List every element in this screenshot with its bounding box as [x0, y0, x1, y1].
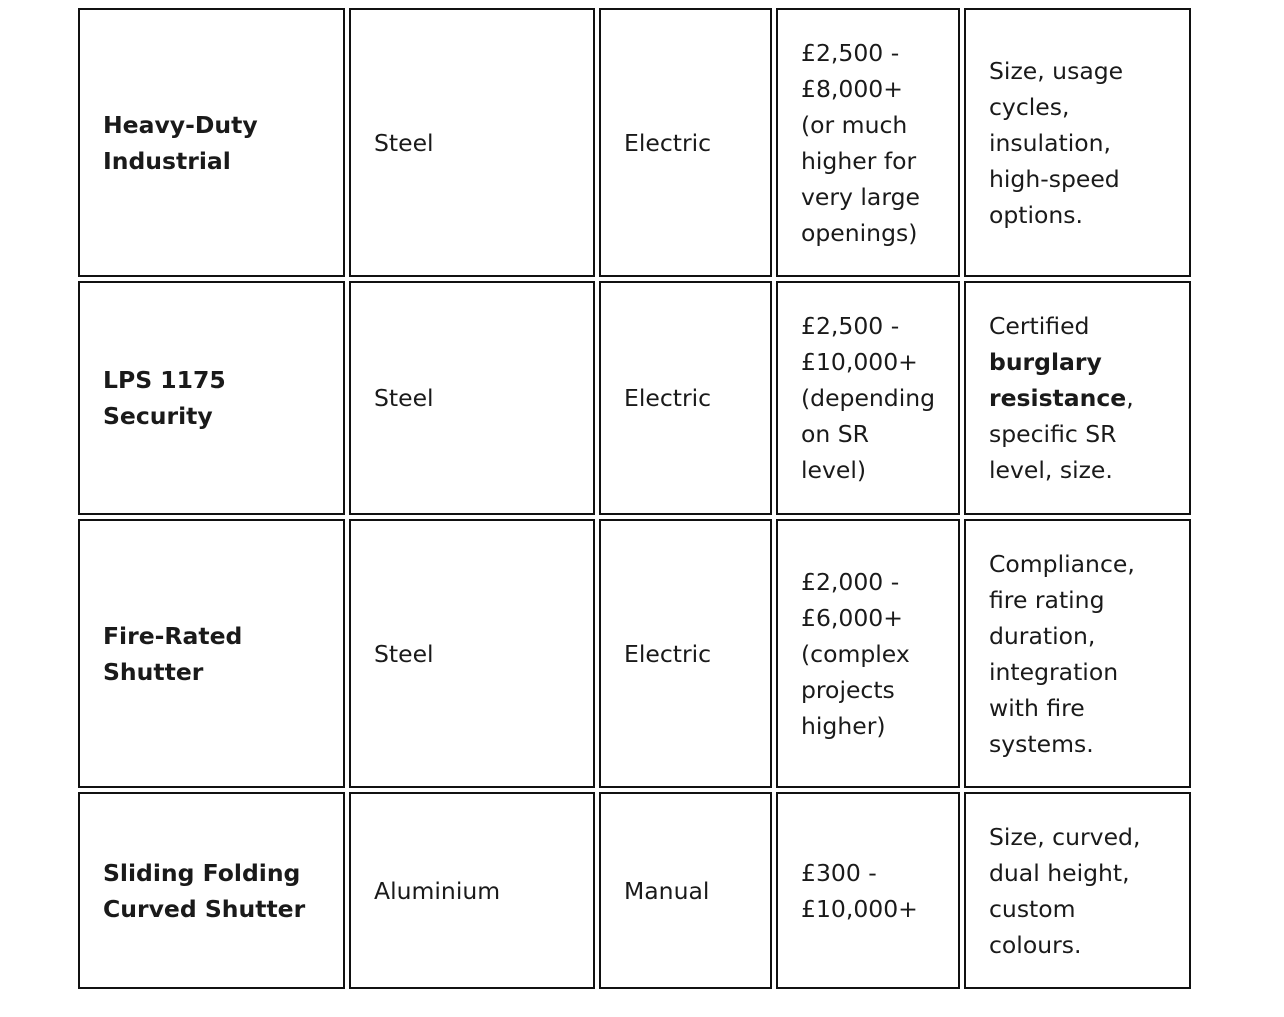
material-cell: Steel — [349, 281, 595, 515]
shutter-type-cell: LPS 1175 Security — [78, 281, 345, 515]
factors-text-after: , specific SR level, size. — [989, 384, 1134, 484]
shutter-type-cell: Fire-Rated Shutter — [78, 519, 345, 788]
factors-text: Certified — [989, 312, 1090, 340]
factors-text: Size, usage cycles, insulation, high-speed options. — [989, 56, 1124, 229]
cost-cell: £2,500 - £8,000+ (or much higher for very large openings) — [776, 8, 960, 277]
table-row — [78, 281, 1191, 515]
factors-cell — [964, 519, 1191, 788]
factors-bold-text: burglary resistance — [989, 348, 1127, 412]
operation-cell: Manual — [599, 792, 772, 989]
table-row — [78, 792, 1191, 989]
factors-cell — [964, 8, 1191, 277]
cost-cell: £2,500 - £10,000+ (depending on SR level) — [776, 281, 960, 515]
factors-cell — [964, 281, 1191, 515]
table-row — [78, 519, 1191, 788]
table-row — [78, 8, 1191, 277]
operation-cell: Electric — [599, 281, 772, 515]
operation-cell: Electric — [599, 8, 772, 277]
material-cell: Steel — [349, 8, 595, 277]
material-cell: Aluminium — [349, 792, 595, 989]
operation-cell: Electric — [599, 519, 772, 788]
cost-cell: £300 - £10,000+ — [776, 792, 960, 989]
shutter-type-cell: Sliding Folding Curved Shutter — [78, 792, 345, 989]
factors-text: Compliance, fire rating duration, integration with fire systems. — [989, 549, 1135, 758]
factors-cell — [964, 792, 1191, 989]
shutter-cost-table — [74, 4, 1195, 993]
material-cell: Steel — [349, 519, 595, 788]
cost-cell: £2,000 - £6,000+ (complex projects higher) — [776, 519, 960, 788]
factors-text: Size, curved, dual height, custom colours. — [989, 822, 1141, 959]
shutter-type-cell: Heavy-Duty Industrial — [78, 8, 345, 277]
